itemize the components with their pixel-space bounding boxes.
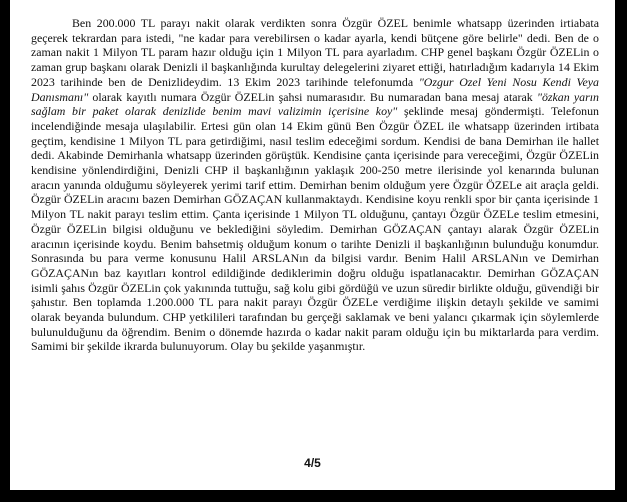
text-segment: şeklinde mesaj göndermişti. Telefonun incelendiğinde mesaja ulaşılabilir. Ertesi gün olan 14 Ekim günü Ben Özgür ÖZEL ile whatsapp üzerinden irtibata geçtim, kendisine 1 Milyon TL para getirdiğimi, nasıl teslim edeceğimi sordum. Kendisi de bana Demirhan ile hallet dedi. Akabinde Demirhanla whatsapp üzerinden görüştük. Kendisine çanta içerisinde para vereceğimi, Özgür ÖZELin kendisine yönlendirdiğini, Denizli CHP il başkanlığının yaklaşık 200-250 metre ilerisinde yol kenarında bulunan aracın yanında olduğumu söyleyerek yerimi tarif ettim. Demirhan benim olduğum yere Özgür ÖZELe ait araçla geldi. Özgür ÖZELin aracını bazen Demirhan GÖZAÇAN kullanmaktaydı. Kendisine koyu renkli spor bir çanta içerisinde 1 Milyon TL nakit parayı teslim ettim. Çanta içerisinde 1 Milyon TL olduğunu, çantayı Özgür ÖZELe teslim etmesini, Özgür ÖZELin bilgisi olduğunu ve beklediğini söyledim. Demirhan GÖZAÇAN çantayı alarak Özgür ÖZELin aracının içerisinde koydu. Benim bahsetmiş olduğum konum o tarihte Denizli il başkanlığının bulunduğu konumdur. Sonrasında bu para verme konusunu Halil ARSLANın da bilgisi vardır. Benim Halil ARSLANın ve Demirhan GÖZAÇANın baz kayıtları kontrol edildiğinde dediklerimin doğru olduğu ispatlanacaktır. Demirhan GÖZAÇAN isimli şahıs Özgür ÖZELin çok yakınında tuttuğu, sağ kolu gibi gördüğü ve uzun süredir birlikte olduğu, güvendiği bir şahıstır. Ben toplamda 1.200.000 TL para nakit parayı Özgür ÖZELe verdiğime ilişkin detaylı şekilde ve samimi olarak beyanda bulundum. CHP yetkilileri tarafından bu gerçeği saklamak ve beni yalancı çıkarmak için söylemlerde bulunulduğunu da öğrendim. Benim o dönemde hazırda o kadar nakit param olduğu için bu miktarlarda para verdim. Samimi bir şekilde ikrarda bulunuyorum. Olay bu şekilde yaşanmıştır.: [31, 104, 599, 354]
message-quote: "özkan yarın sağlam bir paket olarak denizlide benim mavi valizimin içerisine koy": [31, 89, 600, 119]
statement-paragraph: [31, 16, 599, 354]
document-page: [10, 0, 615, 490]
text-segment: olarak kayıtlı numara Özgür ÖZELin şahsi numarasıdır. Bu numaradan bana mesaj atarak: [88, 89, 537, 104]
page-number: 4/5: [304, 456, 321, 470]
text-segment: Ben 200.000 TL parayı nakit olarak verdikten sonra Özgür ÖZEL benimle whatsapp üzerinden irtiabata geçerek tekrardan para istedi, "ne kadar para verebilirsen o kadar ayarla, kendi bütçene göre belirle" dedi. Ben de o zaman nakit 1 Milyon TL param hazır olduğu için 1 Milyon TL para ayarladım. CHP genel başkanı Özgür ÖZELin o zaman grup başkanı olarak Denizli il başkanlığında kurultay delegelerini ziyaret ettiği, hatırladığım kadarıyla 14 Ekim 2023 tarihinde ben de Denizlideydim. 13 Ekim 2023 tarihinde telefonumda: [31, 16, 599, 89]
contact-name-quote: "Ozgur Ozel Yeni Nosu Kendi Veya Danısmanı": [31, 74, 599, 104]
